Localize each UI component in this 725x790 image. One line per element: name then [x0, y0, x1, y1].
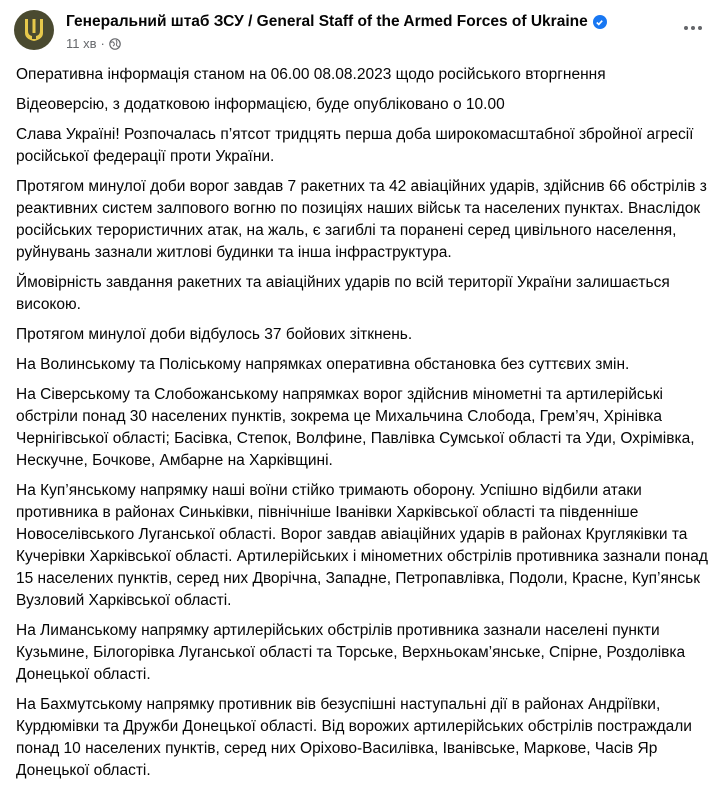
author-name[interactable]: Генеральний штаб ЗСУ / General Staff of the Armed Forces of Ukraine [66, 13, 588, 30]
post-paragraph: Оперативна інформація станом на 06.00 08.08.2023 щодо російського вторгнення [16, 66, 606, 83]
post-paragraph: Протягом минулої доби відбулось 37 бойових зіткнень. [16, 326, 413, 343]
post-body [16, 64, 716, 790]
globe-icon[interactable] [109, 38, 121, 50]
post-author[interactable] [66, 13, 607, 31]
post-paragraph: Слава Україні! Розпочалась п’ятсот тридцять перша доба широкомасштабної збройної агресії російської федерації проти України. [16, 126, 694, 165]
post-paragraph: На Волинському та Поліському напрямках оперативна обстановка без суттєвих змін. [16, 356, 630, 373]
post-paragraph: На Бахмутському напрямку противник вів безуспішні наступальні дії в районах Андріївки, Курдюмівки та Дружби Донецької області. Від ворожих артилерійських обстрілів постраждали понад 10 населених пунктів, серед них Оріхово-Василівка, Іванівське, Маркове, Часів Яр Донецької області. [16, 696, 692, 779]
ukraine-trident-icon [22, 17, 46, 43]
verified-badge-icon [593, 15, 607, 29]
meta-separator: · [100, 36, 105, 51]
post-paragraph: Протягом минулої доби ворог завдав 7 ракетних та 42 авіаційних ударів, здійснив 66 обстрілів з реактивних систем залпового вогню по позиціях наших військ та населених пунктах. Внаслідок російських терористичних атак, на жаль, є загиблі та поранені серед цивільного населення, руйнувань зазнали житлові будинки та інша інфраструктура. [16, 178, 707, 261]
post-paragraph: Відеоверсію, з додатковою інформацією, буде опубліковано о 10.00 [16, 96, 505, 113]
post-paragraph: Ймовірність завдання ракетних та авіаційних ударів по всій території України залишається високою. [16, 274, 670, 313]
post-header [14, 10, 711, 60]
post-paragraph: На Куп’янському напрямку наші воїни стійко тримають оборону. Успішно відбили атаки противника в районах Синьківки, північніше Іванівки Харківської області та південніше Новоселівського Луганської області. Ворог завдав авіаційних ударів в районах Кругляківки та Кучерівки Харківської області. Артилерійських і мінометних обстрілів противника зазнали понад 15 населених пунктів, серед них Дворічна, Западне, Петропавлівка, Подоли, Красне, Куп’янськ Вузловий Харківської області. [16, 482, 708, 609]
more-options-icon[interactable] [681, 18, 705, 38]
page-avatar[interactable] [14, 10, 54, 50]
post-paragraph: На Лиманському напрямку артилерійських обстрілів противника зазнали населені пункти Кузьмине, Білогорівка Луганської області та Торське, Верхньокам’янське, Спірне, Роздолівка Донецької області. [16, 622, 686, 683]
post-timestamp[interactable]: 11 хв [66, 36, 97, 51]
post-paragraph: На Сіверському та Слобожанському напрямках ворог здійснив мінометні та артилерійські обстріли понад 30 населених пунктів, зокрема це Михальчина Слобода, Грем’яч, Хрінівка Чернігівської області; Басівка, Степок, Волфине, Павлівка Сумської області та Уди, Охрімівка, Нескучне, Бочкове, Амбарне на Харківщині. [16, 386, 695, 469]
post-meta [66, 36, 121, 51]
